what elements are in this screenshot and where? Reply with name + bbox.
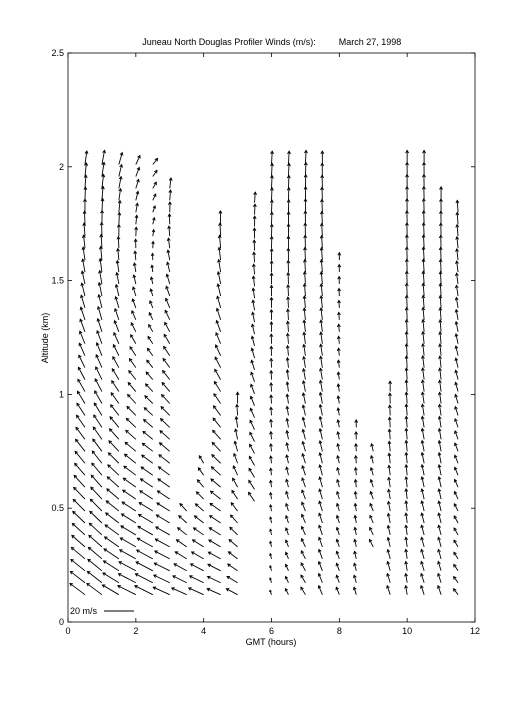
wind-vector <box>127 406 136 415</box>
wind-vector <box>407 295 408 307</box>
x-tick-label: 0 <box>65 626 71 636</box>
wind-vector <box>176 540 186 547</box>
wind-vector <box>322 211 323 224</box>
wind-vector <box>209 528 220 535</box>
wind-vector <box>305 260 306 272</box>
y-tick-label: 1 <box>58 389 64 400</box>
wind-vector <box>211 479 221 487</box>
wind-vector <box>156 527 170 535</box>
wind-vector <box>128 395 136 404</box>
wind-vector <box>163 371 170 380</box>
wind-vector <box>423 235 424 248</box>
wind-vector <box>96 355 102 368</box>
wind-vector <box>71 547 85 558</box>
wind-vector <box>120 550 136 559</box>
wind-vector <box>137 550 153 559</box>
wind-vector <box>91 487 102 499</box>
x-tick-label: 4 <box>201 626 207 636</box>
wind-vector <box>139 514 153 523</box>
wind-vector <box>196 492 203 499</box>
wind-vector <box>229 540 237 547</box>
wind-vector <box>122 502 136 511</box>
chart-date: March 27, 1998 <box>338 37 402 47</box>
wind-vector <box>113 357 119 368</box>
wind-vector <box>110 417 119 428</box>
wind-vector <box>272 188 273 201</box>
wind-vector <box>111 393 119 404</box>
y-tick-label: 2 <box>58 161 64 172</box>
wind-vector <box>272 163 273 176</box>
wind-vector <box>288 297 289 308</box>
wind-vector <box>136 562 153 571</box>
wind-vector <box>93 439 102 451</box>
wind-vector <box>91 475 102 487</box>
wind-vector <box>175 552 186 559</box>
wind-vector <box>78 379 85 391</box>
y-axis-label: Altitude (km) <box>40 312 50 364</box>
wind-vector <box>161 419 170 428</box>
wind-vector <box>154 575 170 583</box>
wind-vector <box>110 429 119 440</box>
wind-vector <box>129 359 135 368</box>
wind-vector <box>305 150 306 164</box>
wind-vector <box>142 443 152 451</box>
wind-vector <box>72 523 85 535</box>
wind-vector <box>97 343 102 356</box>
wind-vector <box>88 559 102 570</box>
wind-vector <box>90 511 102 523</box>
wind-vector <box>162 395 170 404</box>
wind-vector <box>208 552 220 559</box>
wind-vector <box>192 552 204 559</box>
wind-vector <box>119 213 120 225</box>
wind-vector <box>272 176 273 189</box>
wind-vector <box>126 430 136 439</box>
wind-vector <box>305 247 306 260</box>
wind-vector <box>193 540 204 547</box>
wind-vector <box>89 535 102 547</box>
wind-vector <box>71 559 85 570</box>
wind-vector <box>220 223 221 236</box>
wind-vector <box>76 439 85 451</box>
wind-vector <box>105 525 119 535</box>
wind-vector <box>157 503 170 511</box>
wind-vector <box>88 547 102 558</box>
wind-vector <box>407 320 408 332</box>
wind-vector <box>70 571 85 582</box>
wind-vector <box>212 442 220 451</box>
wind-vector <box>322 224 323 237</box>
wind-vector <box>109 441 119 451</box>
wind-vector <box>124 466 136 475</box>
wind-vector <box>73 511 85 523</box>
reference-vector <box>70 606 134 616</box>
wind-vector <box>97 331 102 344</box>
wind-vector <box>209 540 221 547</box>
x-tick-label: 6 <box>268 626 275 636</box>
wind-vector <box>92 451 102 463</box>
wind-vector <box>93 427 102 439</box>
wind-vector <box>211 467 220 475</box>
wind-vector <box>440 272 441 285</box>
wind-vector <box>162 383 170 392</box>
reference-vector-label: 20 m/s <box>70 606 98 616</box>
wind-vector <box>231 515 238 523</box>
wind-vector <box>406 344 407 356</box>
wind-vector <box>106 501 119 511</box>
wind-vector <box>135 574 152 583</box>
wind-vector <box>210 516 221 523</box>
wind-vector <box>423 259 424 272</box>
wind-vector <box>226 589 237 595</box>
wind-vector <box>77 415 85 427</box>
wind-vector <box>228 552 237 559</box>
wind-vector <box>129 371 136 380</box>
wind-vector <box>142 455 153 463</box>
wind-vector <box>95 379 102 392</box>
wind-vector <box>423 247 424 260</box>
wind-vector <box>424 223 425 236</box>
wind-vector <box>153 587 170 595</box>
wind-vector <box>207 589 221 595</box>
wind-vector <box>227 576 238 582</box>
wind-vector <box>143 431 153 439</box>
wind-vector <box>96 367 102 380</box>
x-axis-label: GMT (hours) <box>245 637 297 647</box>
wind-vector <box>144 408 153 416</box>
y-tick-label: 0 <box>58 617 64 627</box>
wind-vector <box>158 467 169 475</box>
wind-vector <box>215 369 221 379</box>
wind-vector <box>155 551 170 559</box>
wind-vector <box>73 499 85 511</box>
wind-vector <box>125 442 136 451</box>
wind-vector <box>118 237 119 249</box>
wind-vector <box>160 443 170 452</box>
wind-vector <box>208 577 221 583</box>
wind-vector <box>123 490 136 499</box>
wind-vector <box>78 367 85 379</box>
wind-vector <box>95 391 102 404</box>
wind-vector <box>214 394 221 404</box>
x-tick-label: 8 <box>336 626 342 636</box>
wind-vector <box>144 420 153 428</box>
wind-vector <box>103 573 119 583</box>
wind-vector <box>147 360 153 367</box>
wind-vector <box>104 549 119 559</box>
wind-vector <box>108 465 119 475</box>
wind-vector <box>440 284 441 296</box>
wind-vector <box>75 451 85 463</box>
wind-vector <box>174 564 187 571</box>
wind-vector <box>163 359 170 368</box>
wind-vector <box>441 259 442 272</box>
wind-vector <box>137 538 152 547</box>
wind-vector <box>211 491 221 499</box>
wind-vector <box>141 467 153 475</box>
wind-vector <box>154 563 169 571</box>
wind-vector <box>180 504 187 511</box>
wind-vector <box>194 516 203 523</box>
wind-vector <box>194 528 204 535</box>
wind-vector <box>122 514 136 523</box>
wind-vector <box>94 415 102 427</box>
wind-vector <box>232 490 238 499</box>
wind-vector <box>120 538 136 547</box>
wind-vector <box>145 396 153 404</box>
wind-vector <box>156 515 169 523</box>
wind-vector <box>87 583 102 594</box>
x-tick-label: 10 <box>402 626 413 636</box>
wind-vector <box>79 343 85 355</box>
wind-vector <box>249 480 255 489</box>
wind-vector <box>288 163 289 176</box>
wind-vector <box>230 527 238 535</box>
wind-vector <box>407 308 408 320</box>
wind-vector <box>179 516 187 523</box>
wind-vector <box>231 503 237 511</box>
wind-vector <box>108 453 118 463</box>
wind-vector <box>101 235 102 249</box>
wind-vector <box>92 463 102 475</box>
wind-vector <box>119 562 136 571</box>
wind-vector <box>159 455 170 463</box>
wind-vector <box>214 382 220 392</box>
wind-vector <box>126 418 135 427</box>
wind-vector <box>272 151 273 164</box>
wind-vector <box>80 331 85 344</box>
wind-vector <box>305 272 306 284</box>
wind-vector <box>228 564 238 571</box>
wind-vector <box>249 492 255 501</box>
wind-vector <box>214 406 221 416</box>
wind-vector <box>75 463 85 475</box>
wind-vector <box>130 347 136 356</box>
wind-vector <box>138 526 153 535</box>
wind-vector <box>77 403 85 415</box>
wind-vector <box>197 480 203 487</box>
wind-vector <box>195 504 203 511</box>
wind-vector <box>102 198 103 212</box>
wind-vector <box>125 454 136 463</box>
wind-vector <box>212 455 221 464</box>
wind-vector <box>105 537 119 547</box>
wind-vector <box>178 528 187 535</box>
wind-vector <box>146 384 153 392</box>
wind-vector <box>407 332 408 344</box>
wind-vector <box>173 576 187 583</box>
wind-vector <box>135 586 153 595</box>
x-axis <box>65 53 480 636</box>
wind-vector <box>139 503 153 511</box>
wind-vector <box>118 586 136 595</box>
wind-vector <box>140 491 153 499</box>
wind-vector <box>213 430 221 439</box>
y-axis <box>51 48 475 627</box>
wind-vector <box>160 431 170 440</box>
wind-vector <box>70 583 85 594</box>
wind-vector <box>107 477 119 487</box>
y-tick-label: 2.5 <box>51 48 64 58</box>
wind-vector <box>249 468 254 477</box>
wind-vector <box>215 357 220 368</box>
wind-vector <box>72 535 85 546</box>
x-tick-label: 12 <box>469 626 481 636</box>
wind-vector <box>112 381 119 392</box>
wind-vector <box>106 513 119 523</box>
wind-vector <box>213 418 221 427</box>
wind-vector <box>89 523 102 535</box>
y-tick-label: 1.5 <box>51 275 64 286</box>
wind-vector <box>94 403 102 415</box>
wind-vector <box>190 576 204 583</box>
wind-vector <box>90 499 102 511</box>
wind-vector <box>74 487 85 499</box>
wind-vector <box>77 391 84 403</box>
wind-vector <box>322 236 323 249</box>
wind-vector <box>113 345 118 356</box>
y-tick-label: 0.5 <box>51 503 64 514</box>
wind-vector <box>406 356 407 368</box>
chart-title: Juneau North Douglas Profiler Winds (m/s): <box>142 37 316 47</box>
wind-vector <box>128 383 136 392</box>
wind-vector <box>121 526 136 535</box>
wind-vector <box>111 405 119 416</box>
wind-vector <box>118 574 135 583</box>
wind-vector <box>158 479 170 487</box>
wind-vector <box>191 564 204 571</box>
wind-vector <box>102 585 119 595</box>
wind-vector <box>76 427 85 439</box>
wind-vector <box>189 588 204 595</box>
wind-vector <box>164 346 170 355</box>
wind-vector <box>123 478 135 487</box>
wind-vector <box>157 491 169 499</box>
wind-vector <box>146 372 153 380</box>
wind-vector <box>155 539 169 547</box>
wind-vectors <box>70 150 459 594</box>
wind-vector <box>87 571 102 582</box>
wind-vector <box>79 355 85 367</box>
wind-vector <box>74 475 85 487</box>
wind-vector <box>161 407 170 416</box>
wind-vector <box>107 489 119 499</box>
x-tick-label: 2 <box>133 626 139 636</box>
wind-vector <box>103 561 118 571</box>
wind-vector <box>112 369 119 380</box>
wind-vector <box>172 588 187 595</box>
wind-vector <box>210 503 221 511</box>
wind-vector <box>164 334 170 343</box>
wind-vector <box>140 479 152 487</box>
wind-vector <box>208 564 221 570</box>
